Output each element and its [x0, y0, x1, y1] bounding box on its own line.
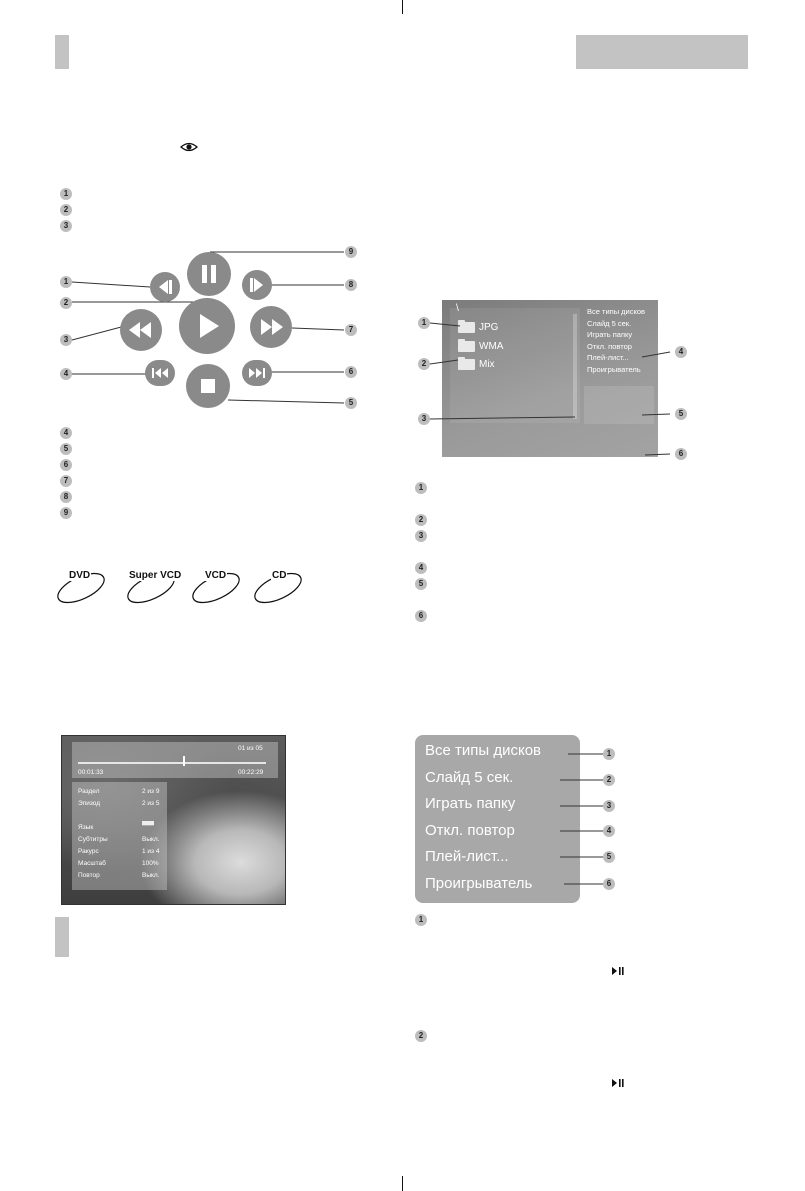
menu-leaders — [560, 740, 620, 890]
menu-item-slide-interval: Слайд 5 сек. — [425, 769, 514, 786]
folder-menu-item: Проигрыватель — [587, 364, 641, 374]
folder-menu-item: Плей-лист... — [587, 353, 629, 362]
step-badge: 6 — [60, 459, 72, 471]
next-button — [242, 360, 272, 386]
play-pause-icon — [611, 966, 625, 976]
menu-badge: 6 — [603, 878, 615, 890]
step-badge: 5 — [415, 578, 427, 590]
menu-badge: 5 — [603, 851, 615, 863]
folder-screen-leaders — [400, 300, 690, 465]
eye-icon — [180, 141, 198, 153]
step-badge: 2 — [60, 204, 72, 216]
crop-mark-top — [402, 0, 403, 14]
osd-row-label: Эпизод — [78, 800, 100, 807]
header-marker-right — [576, 35, 748, 69]
diagram-badge: 4 — [60, 368, 72, 380]
step-badge: 1 — [415, 482, 427, 494]
crop-mark-bottom — [402, 1176, 403, 1191]
osd-progress-bar — [78, 762, 266, 764]
step-forward-button — [242, 270, 272, 300]
options-menu — [415, 735, 580, 903]
disc-logo-cd: CD — [272, 570, 287, 581]
osd-row-label: Раздел — [78, 788, 100, 795]
folder-menu-item: Слайд 5 сек. — [587, 318, 632, 328]
pause-button — [187, 252, 231, 296]
step-badge: 6 — [415, 610, 427, 622]
step-badge: 3 — [415, 530, 427, 542]
osd-time-end: 00:22:29 — [238, 769, 264, 776]
section-marker — [55, 917, 69, 957]
screen-badge: 1 — [418, 317, 430, 329]
step-badge: 4 — [415, 562, 427, 574]
disc-logo-vcd: VCD — [205, 570, 227, 581]
osd-row-label: Язык — [78, 824, 94, 831]
osd-counter: 01 из 05 — [238, 745, 263, 752]
rewind-button — [120, 309, 162, 351]
menu-badge: 1 — [603, 748, 615, 760]
screen-badge: 6 — [675, 448, 687, 460]
osd-row-label: Субтитры — [78, 836, 108, 843]
menu-item-playlist: Плей-лист... — [425, 848, 509, 865]
step-badge: 2 — [415, 514, 427, 526]
osd-row-value: Выкл. — [142, 872, 160, 879]
folder-label: JPG — [479, 321, 499, 333]
menu-item-repeat: Откл. повтор — [425, 822, 515, 839]
step-badge: 7 — [60, 475, 72, 487]
osd-row-value: 2 из 5 — [142, 800, 160, 807]
menu-badge: 4 — [603, 825, 615, 837]
step-badge: 1 — [415, 914, 427, 926]
menu-badge: 3 — [603, 800, 615, 812]
flag-icon — [142, 821, 154, 826]
diagram-badge: 9 — [345, 246, 357, 258]
folder-menu-item: Откл. повтор — [587, 341, 632, 351]
menu-badge: 2 — [603, 774, 615, 786]
step-back-button — [150, 272, 180, 302]
folder-label: WMA — [479, 340, 504, 352]
play-button — [179, 298, 235, 354]
screen-badge: 5 — [675, 408, 687, 420]
diagram-badge: 2 — [60, 297, 72, 309]
stop-button — [186, 364, 230, 408]
folder-path: \ — [456, 303, 459, 314]
osd-info-panel — [72, 782, 167, 890]
osd-row-value: Выкл. — [142, 836, 160, 843]
osd-row-label: Повтор — [78, 872, 100, 879]
osd-row-value: 2 из 9 — [142, 788, 160, 795]
header-marker-left — [55, 35, 69, 69]
play-pause-icon — [611, 1078, 625, 1088]
step-badge: 9 — [60, 507, 72, 519]
step-badge: 4 — [60, 427, 72, 439]
screen-badge: 4 — [675, 346, 687, 358]
osd-row-value: 1 из 4 — [142, 848, 160, 855]
osd-progress-knob — [183, 756, 185, 766]
step-badge: 3 — [60, 220, 72, 232]
folder-menu-item: Играть папку — [587, 330, 633, 339]
previous-button — [145, 360, 175, 386]
step-badge: 1 — [60, 188, 72, 200]
disc-logos — [56, 570, 346, 606]
osd-time-start: 00:01:33 — [78, 769, 104, 776]
diagram-badge: 1 — [60, 276, 72, 288]
step-badge: 8 — [60, 491, 72, 503]
disc-logo-super-vcd: Super VCD — [129, 570, 182, 581]
menu-item-all-disc-types: Все типы дисков — [425, 742, 542, 759]
menu-item-player: Проигрыватель — [425, 875, 533, 892]
diagram-badge: 5 — [345, 397, 357, 409]
diagram-badge: 8 — [345, 279, 357, 291]
screen-badge: 2 — [418, 358, 430, 370]
step-badge: 5 — [60, 443, 72, 455]
folder-label: Mix — [479, 358, 495, 370]
osd-screenshot — [61, 735, 286, 905]
diagram-badge: 7 — [345, 324, 357, 336]
diagram-badge: 3 — [60, 334, 72, 346]
screen-badge: 3 — [418, 413, 430, 425]
folder-menu-item: Все типы дисков — [587, 307, 646, 316]
osd-row-label: Ракурс — [78, 848, 99, 855]
disc-logo-dvd: DVD — [69, 570, 91, 581]
menu-item-play-folder: Играть папку — [425, 795, 516, 812]
fast-forward-button — [250, 306, 292, 348]
step-badge: 2 — [415, 1030, 427, 1042]
osd-row-label: Масштаб — [78, 860, 106, 867]
diagram-badge: 6 — [345, 366, 357, 378]
osd-row-value: 100% — [142, 860, 159, 867]
